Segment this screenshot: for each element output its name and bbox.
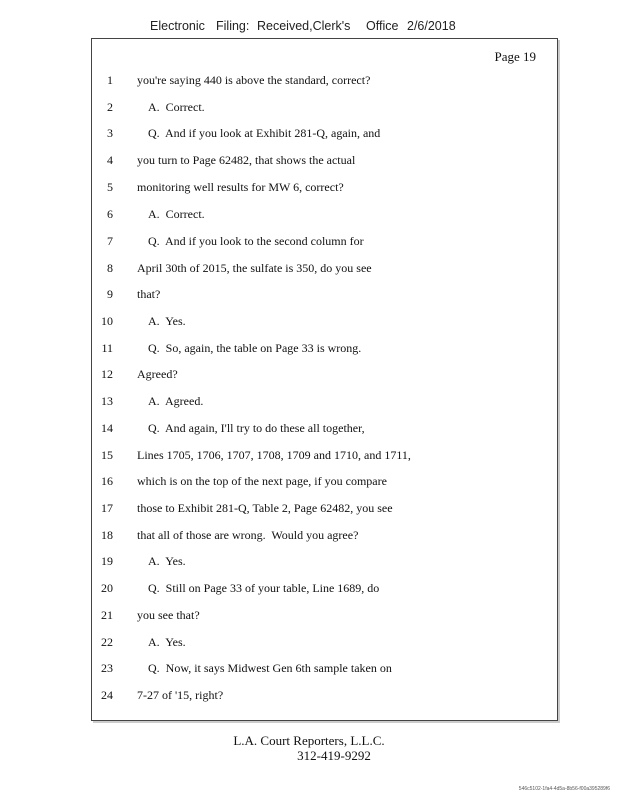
- transcript-line: [0, 341, 618, 359]
- transcript-line: [0, 314, 618, 332]
- line-number: 6: [107, 207, 113, 221]
- line-number: 14: [101, 421, 113, 435]
- stamp-date: 2/6/2018: [407, 19, 456, 33]
- transcript-line: [0, 528, 618, 546]
- transcript-line: [0, 554, 618, 572]
- line-number: 4: [107, 153, 113, 167]
- page-footer: [0, 733, 618, 763]
- line-text: you're saying 440 is above the standard, correct?: [137, 73, 371, 87]
- transcript-line: [0, 421, 618, 439]
- stamp-word-electronic: Electronic: [150, 19, 205, 33]
- line-text: that all of those are wrong. Would you agree?: [137, 528, 359, 542]
- line-number: 1: [107, 73, 113, 87]
- transcript-line: [0, 261, 618, 279]
- stamp-word-filing: Filing:: [216, 19, 250, 33]
- transcript-line: [0, 608, 618, 626]
- line-number: 3: [107, 126, 113, 140]
- transcript-line: [0, 501, 618, 519]
- line-text: that?: [137, 287, 161, 301]
- line-number: 20: [101, 581, 113, 595]
- stamp-word-office: Office: [366, 19, 399, 33]
- transcript-line: [0, 474, 618, 492]
- line-number: 13: [101, 394, 113, 408]
- transcript-line: [0, 100, 618, 118]
- transcript-line: [0, 126, 618, 144]
- transcript-line: [0, 635, 618, 653]
- line-text: April 30th of 2015, the sulfate is 350, do you see: [137, 261, 372, 275]
- line-text: Q. And if you look to the second column for: [148, 234, 364, 248]
- line-text: Agreed?: [137, 367, 178, 381]
- stamp-word-received: Received,Clerk's: [257, 19, 351, 33]
- line-number: 12: [101, 367, 113, 381]
- line-number: 18: [101, 528, 113, 542]
- line-text: A. Correct.: [148, 100, 205, 114]
- line-text: A. Yes.: [148, 554, 186, 568]
- line-text: Lines 1705, 1706, 1707, 1708, 1709 and 1710, and 1711,: [137, 448, 411, 462]
- transcript-line: [0, 73, 618, 91]
- line-number: 17: [101, 501, 113, 515]
- transcript-line: [0, 661, 618, 679]
- transcript-line: [0, 180, 618, 198]
- line-text: you see that?: [137, 608, 200, 622]
- line-text: Q. So, again, the table on Page 33 is wrong.: [148, 341, 362, 355]
- document-hash: 546c5102-1fa4-4d5a-8b56-f00a395289f6: [518, 786, 610, 792]
- line-text: A. Correct.: [148, 207, 205, 221]
- line-text: Q. And again, I'll try to do these all together,: [148, 421, 365, 435]
- line-text: those to Exhibit 281-Q, Table 2, Page 62482, you see: [137, 501, 393, 515]
- line-text: Q. Now, it says Midwest Gen 6th sample taken on: [148, 661, 392, 675]
- line-number: 23: [101, 661, 113, 675]
- line-text: A. Agreed.: [148, 394, 204, 408]
- line-number: 16: [101, 474, 113, 488]
- line-text: A. Yes.: [148, 635, 186, 649]
- line-text: you turn to Page 62482, that shows the actual: [137, 153, 356, 167]
- line-number: 10: [101, 314, 113, 328]
- transcript-line: [0, 287, 618, 305]
- line-text: which is on the top of the next page, if you compare: [137, 474, 387, 488]
- transcript-line: [0, 367, 618, 385]
- transcript-line: [0, 153, 618, 171]
- page-number: Page 19: [494, 49, 536, 64]
- transcript-line: [0, 688, 618, 706]
- line-number: 11: [101, 341, 113, 355]
- electronic-filing-stamp: [0, 19, 618, 37]
- line-text: A. Yes.: [148, 314, 186, 328]
- line-text: Q. And if you look at Exhibit 281-Q, again, and: [148, 126, 381, 140]
- line-number: 21: [101, 608, 113, 622]
- line-text: 7-27 of '15, right?: [137, 688, 224, 702]
- line-number: 2: [107, 100, 113, 114]
- line-number: 7: [107, 234, 113, 248]
- line-number: 19: [101, 554, 113, 568]
- transcript-line: [0, 581, 618, 599]
- reporter-phone: 312-419-9292: [297, 748, 371, 763]
- line-number: 8: [107, 261, 113, 275]
- reporter-company: L.A. Court Reporters, L.L.C.: [233, 733, 385, 748]
- line-number: 22: [101, 635, 113, 649]
- line-number: 9: [107, 287, 113, 301]
- transcript-line: [0, 234, 618, 252]
- line-number: 15: [101, 448, 113, 462]
- line-text: monitoring well results for MW 6, correct?: [137, 180, 344, 194]
- line-text: Q. Still on Page 33 of your table, Line 1689, do: [148, 581, 380, 595]
- line-number: 5: [107, 180, 113, 194]
- transcript-line: [0, 394, 618, 412]
- line-number: 24: [101, 688, 113, 702]
- transcript-line: [0, 448, 618, 466]
- transcript-line: [0, 207, 618, 225]
